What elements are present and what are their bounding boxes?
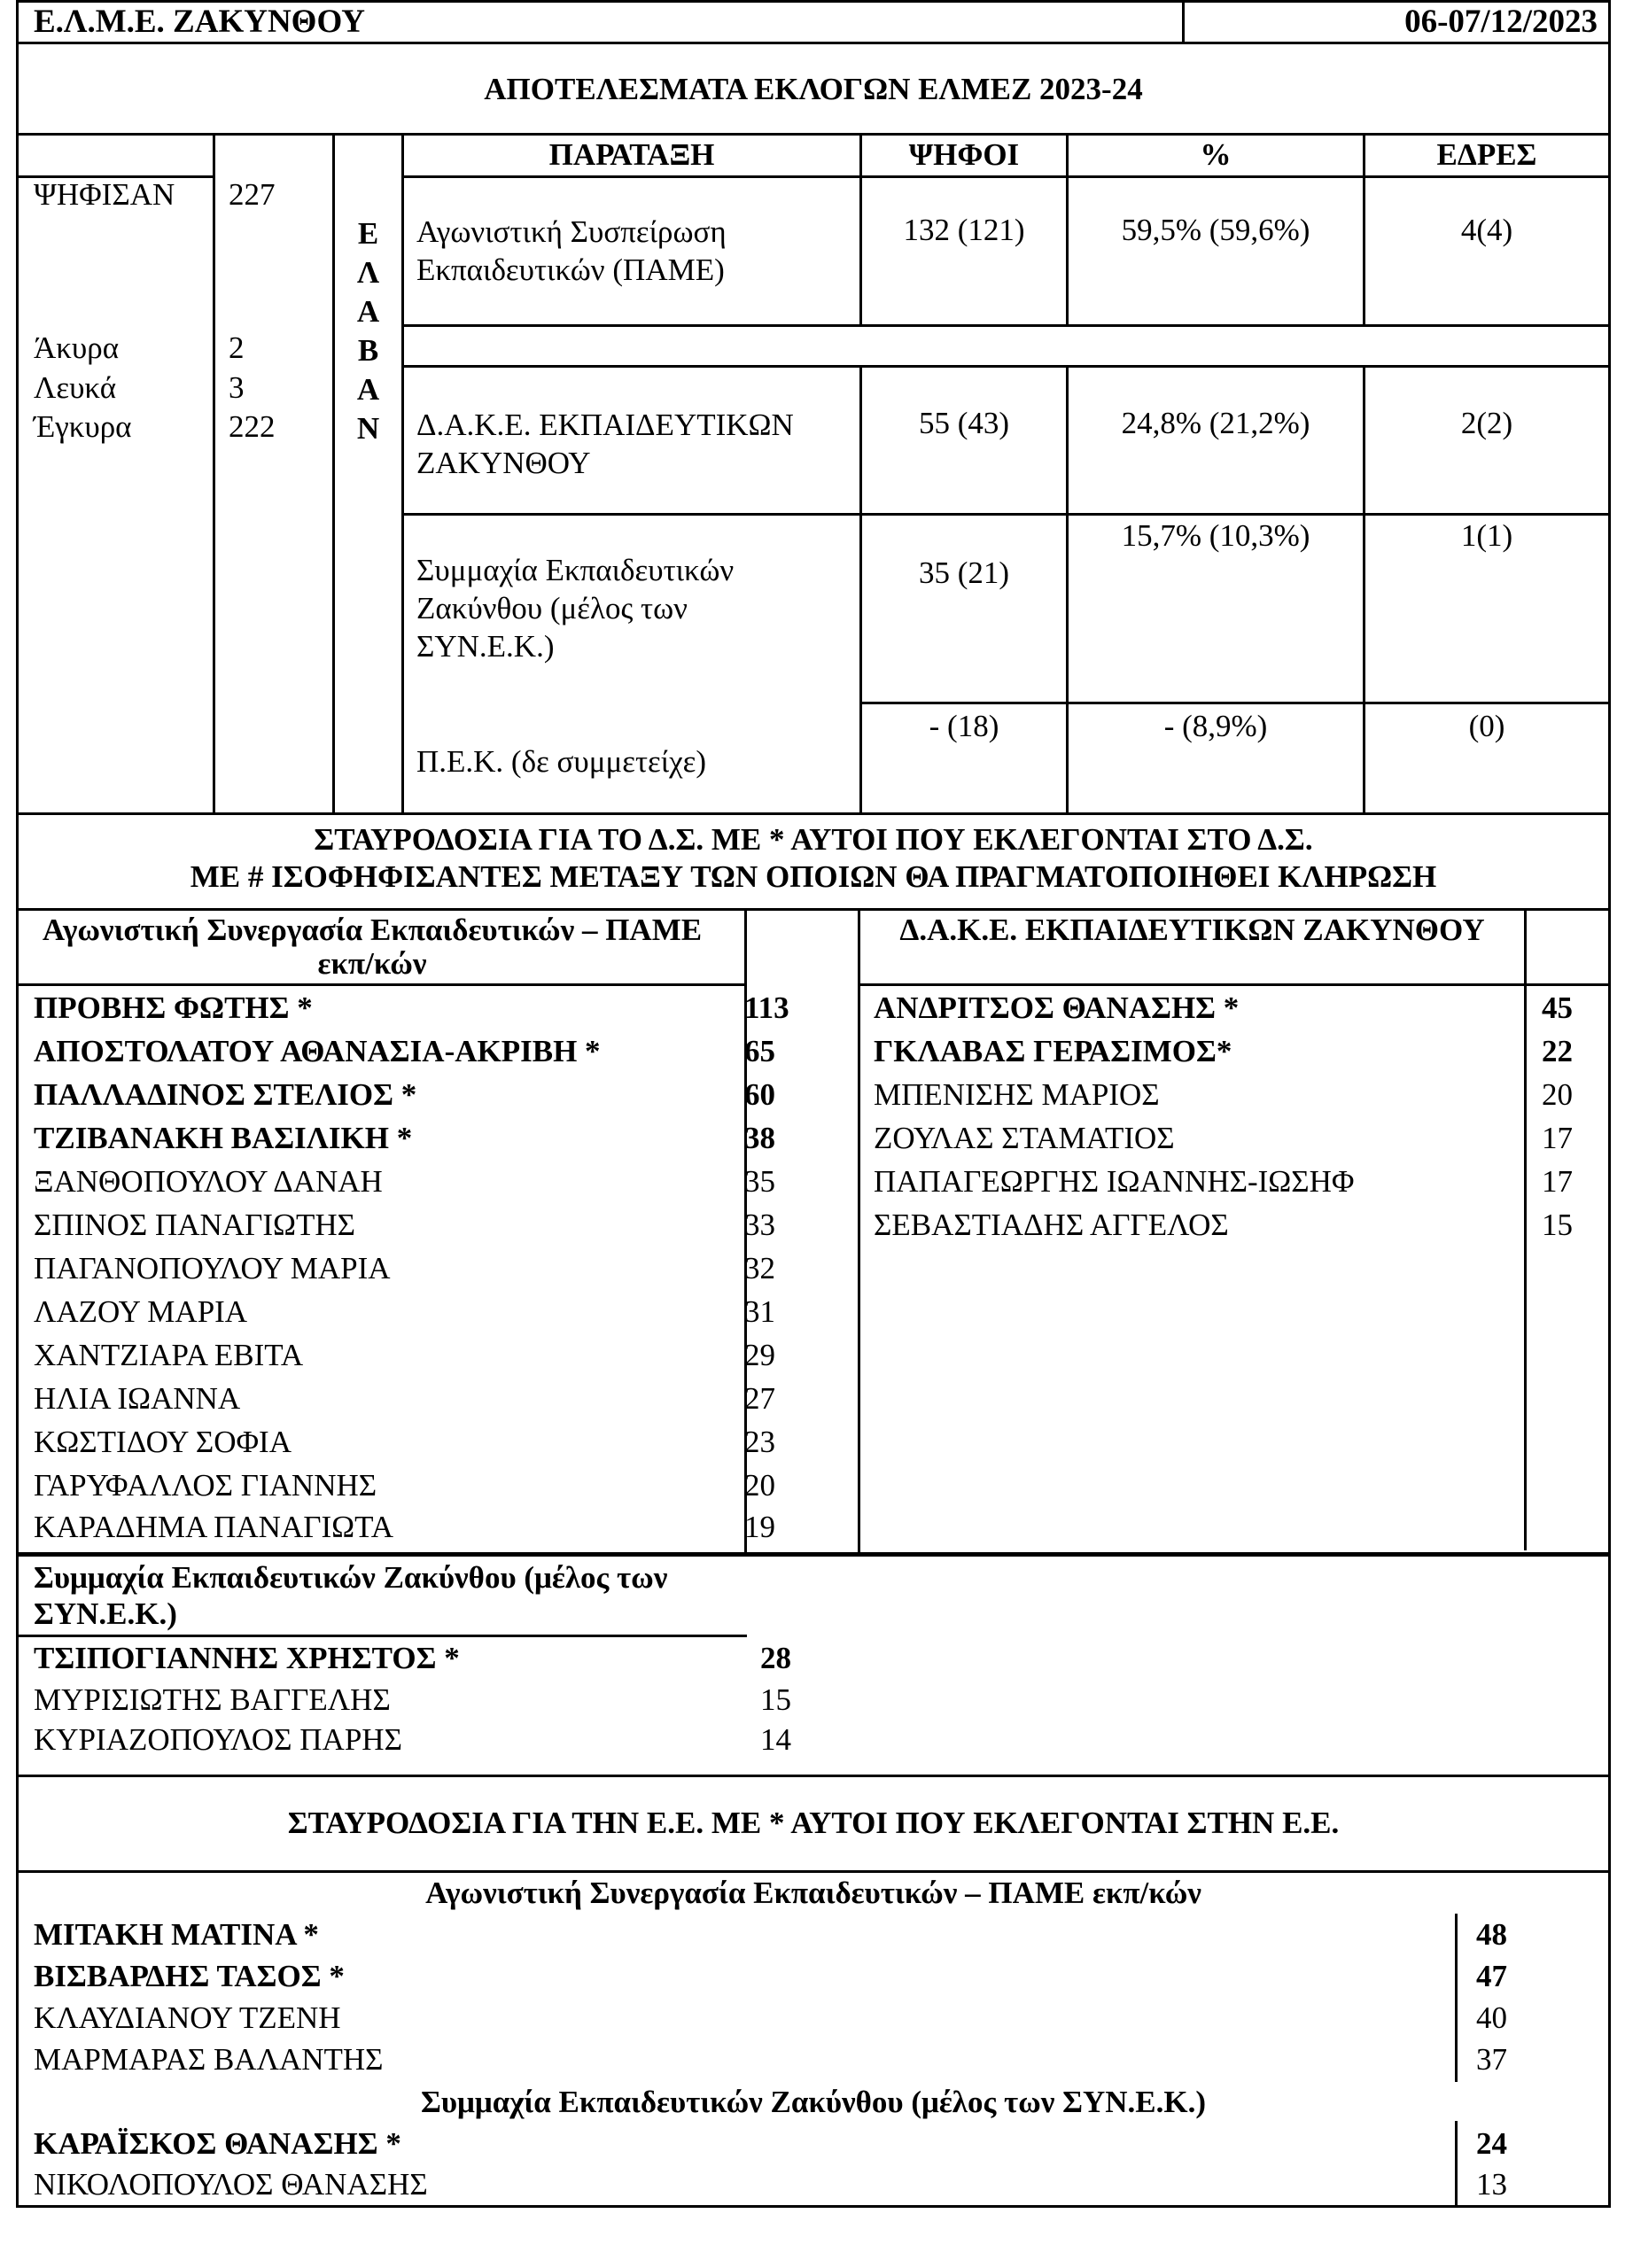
candidate-name: ΒΙΣΒΑΡΔΗΣ ΤΑΣΟΣ *: [34, 1958, 345, 1993]
table-row: [34, 1420, 831, 1464]
received-letter: Ν: [356, 411, 380, 446]
ee-pame-title: Αγωνιστική Συνεργασία Εκπαιδευτικών – ΠΑΜΕ εκπ/κών: [425, 1876, 1201, 1910]
table-row: [34, 1247, 831, 1290]
valid-count: 222: [229, 409, 276, 444]
table-row: [874, 986, 1600, 1029]
invalid-label: Άκυρα: [34, 330, 120, 365]
faction-seats: 2(2): [1460, 406, 1513, 440]
faction-votes: 55 (43): [918, 406, 1010, 440]
blank-count: 3: [229, 370, 245, 405]
ee-symmachia-list: [34, 2123, 1593, 2204]
faction-seats: 1(1): [1460, 518, 1513, 553]
candidate-votes: 37: [1476, 2041, 1507, 2077]
faction-votes: 132 (121): [903, 213, 1025, 247]
table-row: [34, 1997, 1593, 2039]
candidate-name: ΖΟΥΛΑΣ ΣΤΑΜΑΤΙΟΣ: [874, 1120, 1175, 1155]
table-row: [34, 1377, 831, 1420]
candidate-votes: 40: [1476, 2000, 1507, 2035]
faction-votes: 35 (21): [918, 555, 1010, 590]
header-faction: ΠΑΡΑΤΑΞΗ: [548, 137, 715, 172]
candidate-name: ΛΑΖΟΥ ΜΑΡΙΑ: [34, 1293, 248, 1329]
ee-pame-list: [34, 1914, 1593, 2080]
candidate-name: ΜΑΡΜΑΡΑΣ ΒΑΛΑΝΤΗΣ: [34, 2041, 384, 2077]
candidate-name: ΜΥΡΙΣΙΩΤΗΣ ΒΑΓΓΕΛΗΣ: [34, 1682, 391, 1717]
table-row: [874, 1029, 1600, 1073]
candidate-name: ΠΡΟΒΗΣ ΦΩΤΗΣ *: [34, 990, 313, 1025]
page-title: ΑΠΟΤΕΛΕΣΜΑΤΑ ΕΚΛΟΓΩΝ ΕΛΜΕΖ 2023-24: [484, 72, 1143, 106]
table-row: [34, 1160, 831, 1203]
faction-percent: - (8,9%): [1163, 709, 1268, 743]
faction-name: Αγωνιστική Συσπείρωση Εκπαιδευτικών (ΠΑΜΕ): [416, 214, 727, 287]
candidate-votes: 28: [760, 1641, 791, 1675]
header-seats: ΕΔΡΕΣ: [1436, 137, 1537, 172]
candidate-votes: 32: [744, 1250, 775, 1285]
candidate-name: ΚΥΡΙΑΖΟΠΟΥΛΟΣ ΠΑΡΗΣ: [34, 1721, 402, 1757]
candidate-votes: 23: [744, 1424, 775, 1459]
candidate-votes: 24: [1476, 2125, 1507, 2161]
candidate-name: ΚΛΑΥΔΙΑΝΟΥ ΤΖΕΝΗ: [34, 2000, 341, 2035]
candidate-votes: 14: [760, 1721, 791, 1757]
candidate-name: ΤΣΙΠΟΓΙΑΝΝΗΣ ΧΡΗΣΤΟΣ *: [34, 1641, 460, 1675]
candidate-votes: 19: [744, 1509, 775, 1544]
candidate-votes: 17: [1542, 1120, 1573, 1155]
table-row: [874, 1160, 1600, 1203]
table-row: [34, 1507, 831, 1547]
candidate-votes: 113: [744, 990, 789, 1025]
candidate-name: ΠΑΓΑΝΟΠΟΥΛΟΥ ΜΑΡΙΑ: [34, 1250, 391, 1285]
candidate-votes: 13: [1476, 2166, 1507, 2202]
table-row: [874, 1116, 1600, 1160]
candidate-name: ΑΠΟΣΤΟΛΑΤΟΥ ΑΘΑΝΑΣΙΑ-ΑΚΡΙΒΗ *: [34, 1033, 601, 1068]
candidate-votes: 15: [1542, 1207, 1573, 1242]
candidate-name: ΣΠΙΝΟΣ ΠΑΝΑΓΙΩΤΗΣ: [34, 1207, 356, 1242]
candidate-votes: 22: [1542, 1033, 1573, 1068]
ee-heading: ΣΤΑΥΡΟΔΟΣΙΑ ΓΙΑ ΤΗΝ Ε.Ε. ΜΕ * ΑΥΤΟΙ ΠΟΥ ΕΚΛΕΓΟΝΤΑΙ ΣΤΗΝ Ε.Ε.: [287, 1806, 1340, 1840]
candidate-votes: 60: [744, 1076, 775, 1112]
received-vertical-label: [335, 214, 401, 448]
candidate-name: ΓΑΡΥΦΑΛΛΟΣ ΓΙΑΝΝΗΣ: [34, 1467, 377, 1503]
candidate-name: ΧΑΝΤΖΙΑΡΑ ΕΒΙΤΑ: [34, 1337, 304, 1372]
symmachia-candidate-list: [34, 1637, 831, 1759]
candidate-votes: 31: [744, 1293, 775, 1329]
ds-heading: ΣΤΑΥΡΟΔΟΣΙΑ ΓΙΑ ΤΟ Δ.Σ. ΜΕ * ΑΥΤΟΙ ΠΟΥ ΕΚΛΕΓΟΝΤΑΙ ΣΤΟ Δ.Σ.: [314, 822, 1313, 857]
table-row: [874, 1073, 1600, 1116]
dake-title: Δ.Α.Κ.Ε. ΕΚΠΑΙΔΕΥΤΙΚΩΝ ΖΑΚΥΝΘΟΥ: [899, 913, 1485, 947]
symmachia-title-line2: ΣΥΝ.Ε.Κ.): [34, 1596, 177, 1631]
candidate-votes: 17: [1542, 1163, 1573, 1199]
table-row: [34, 1720, 831, 1759]
ee-symmachia-title: Συμμαχία Εκπαιδευτικών Ζακύνθου (μέλος των ΣΥΝ.Ε.Κ.): [420, 2085, 1207, 2119]
table-row: [34, 1116, 831, 1160]
candidate-name: ΚΩΣΤΙΔΟΥ ΣΟΦΙΑ: [34, 1424, 292, 1459]
candidate-votes: 35: [744, 1163, 775, 1199]
faction-name: Συμμαχία Εκπαιδευτικών Ζακύνθου (μέλος των ΣΥΝ.Ε.Κ.): [416, 553, 735, 664]
faction-seats: (0): [1468, 709, 1505, 743]
candidate-votes: 20: [744, 1467, 775, 1503]
pame-candidate-list: [34, 986, 831, 1547]
received-letter: Ε: [357, 216, 379, 251]
table-row: [34, 1680, 831, 1720]
header-percent: %: [1200, 137, 1232, 172]
table-row: [874, 1203, 1600, 1247]
blank-label: Λευκά: [34, 370, 117, 405]
candidate-votes: 27: [744, 1380, 775, 1416]
candidate-name: ΠΑΠΑΓΕΩΡΓΗΣ ΙΩΑΝΝΗΣ-ΙΩΣΗΦ: [874, 1163, 1355, 1199]
faction-name: Δ.Α.Κ.Ε. ΕΚΠΑΙΔΕΥΤΙΚΩΝ ΖΑΚΥΝΘΟΥ: [416, 408, 794, 480]
candidate-votes: 15: [760, 1682, 791, 1717]
candidate-name: ΜΙΤΑΚΗ ΜΑΤΙΝΑ *: [34, 1916, 319, 1952]
faction-percent: 59,5% (59,6%): [1121, 213, 1310, 247]
table-row: [34, 2123, 1593, 2164]
candidate-name: ΞΑΝΘΟΠΟΥΛΟΥ ΔΑΝΑΗ: [34, 1163, 383, 1199]
candidate-votes: 20: [1542, 1076, 1573, 1112]
pame-title-line2: εκπ/κών: [317, 946, 427, 981]
candidate-votes: 48: [1476, 1916, 1507, 1952]
candidate-name: ΠΑΛΛΑΔΙΝΟΣ ΣΤΕΛΙΟΣ *: [34, 1076, 417, 1112]
table-row: [34, 1914, 1593, 1955]
invalid-count: 2: [229, 330, 245, 365]
candidate-name: ΝΙΚΟΛΟΠΟΥΛΟΣ ΘΑΝΑΣΗΣ: [34, 2166, 428, 2202]
table-row: [34, 1333, 831, 1377]
faction-percent: 15,7% (10,3%): [1121, 518, 1310, 553]
candidate-name: ΓΚΛΑΒΑΣ ΓΕΡΑΣΙΜΟΣ*: [874, 1033, 1232, 1068]
table-row: [34, 1464, 831, 1507]
table-row: [34, 1637, 831, 1680]
valid-label: Έγκυρα: [34, 409, 132, 444]
received-letter: Α: [356, 372, 380, 407]
organization-name: Ε.Λ.Μ.Ε. ΖΑΚΥΝΘΟΥ: [34, 4, 365, 40]
header-votes: ΨΗΦΟΙ: [908, 137, 1020, 172]
table-row: [34, 1203, 831, 1247]
candidate-votes: 33: [744, 1207, 775, 1242]
candidate-votes: 45: [1542, 990, 1573, 1025]
faction-votes: - (18): [929, 709, 999, 743]
table-row: [34, 1290, 831, 1333]
faction-percent: 24,8% (21,2%): [1121, 406, 1310, 440]
faction-seats: 4(4): [1460, 213, 1513, 247]
candidate-name: ΚΑΡΑΪΣΚΟΣ ΘΑΝΑΣΗΣ *: [34, 2125, 401, 2161]
election-date: 06-07/12/2023: [1404, 4, 1598, 40]
table-row: [34, 1955, 1593, 1997]
table-row: [34, 1029, 831, 1073]
candidate-votes: 29: [744, 1337, 775, 1372]
candidate-name: ΣΕΒΑΣΤΙΑΔΗΣ ΑΓΓΕΛΟΣ: [874, 1207, 1229, 1242]
candidate-votes: 38: [744, 1120, 775, 1155]
received-letter: Α: [356, 294, 380, 329]
table-row: [34, 2164, 1593, 2204]
faction-name: Π.Ε.Κ. (δε συμμετείχε): [416, 744, 707, 779]
voted-label: ΨΗΦΙΣΑΝ: [34, 177, 175, 212]
table-row: [34, 986, 831, 1029]
candidate-name: ΑΝΔΡΙΤΣΟΣ ΘΑΝΑΣΗΣ *: [874, 990, 1240, 1025]
pame-title: Αγωνιστική Συνεργασία Εκπαιδευτικών – ΠΑΜΕ: [42, 913, 703, 947]
candidate-votes: 65: [744, 1033, 775, 1068]
voted-count: 227: [229, 177, 276, 212]
received-letter: Λ: [356, 255, 380, 290]
candidate-name: ΤΖΙΒΑΝΑΚΗ ΒΑΣΙΛΙΚΗ *: [34, 1120, 413, 1155]
table-row: [34, 1073, 831, 1116]
table-row: [34, 2039, 1593, 2080]
candidate-name: ΜΠΕΝΙΣΗΣ ΜΑΡΙΟΣ: [874, 1076, 1160, 1112]
symmachia-title: Συμμαχία Εκπαιδευτικών Ζακύνθου (μέλος των: [34, 1560, 668, 1595]
candidate-name: ΗΛΙΑ ΙΩΑΝΝΑ: [34, 1380, 241, 1416]
ds-subheading: ΜΕ # ΙΣΟΦΗΦΙΣΑΝΤΕΣ ΜΕΤΑΞΥ ΤΩΝ ΟΠΟΙΩΝ ΘΑ ΠΡΑΓΜΑΤΟΠΟΙΗΘΕΙ ΚΛΗΡΩΣΗ: [190, 859, 1437, 894]
candidate-name: ΚΑΡΑΔΗΜΑ ΠΑΝΑΓΙΩΤΑ: [34, 1509, 393, 1544]
dake-candidate-list: [874, 986, 1600, 1247]
received-letter: Β: [357, 333, 379, 368]
candidate-votes: 47: [1476, 1958, 1507, 1993]
